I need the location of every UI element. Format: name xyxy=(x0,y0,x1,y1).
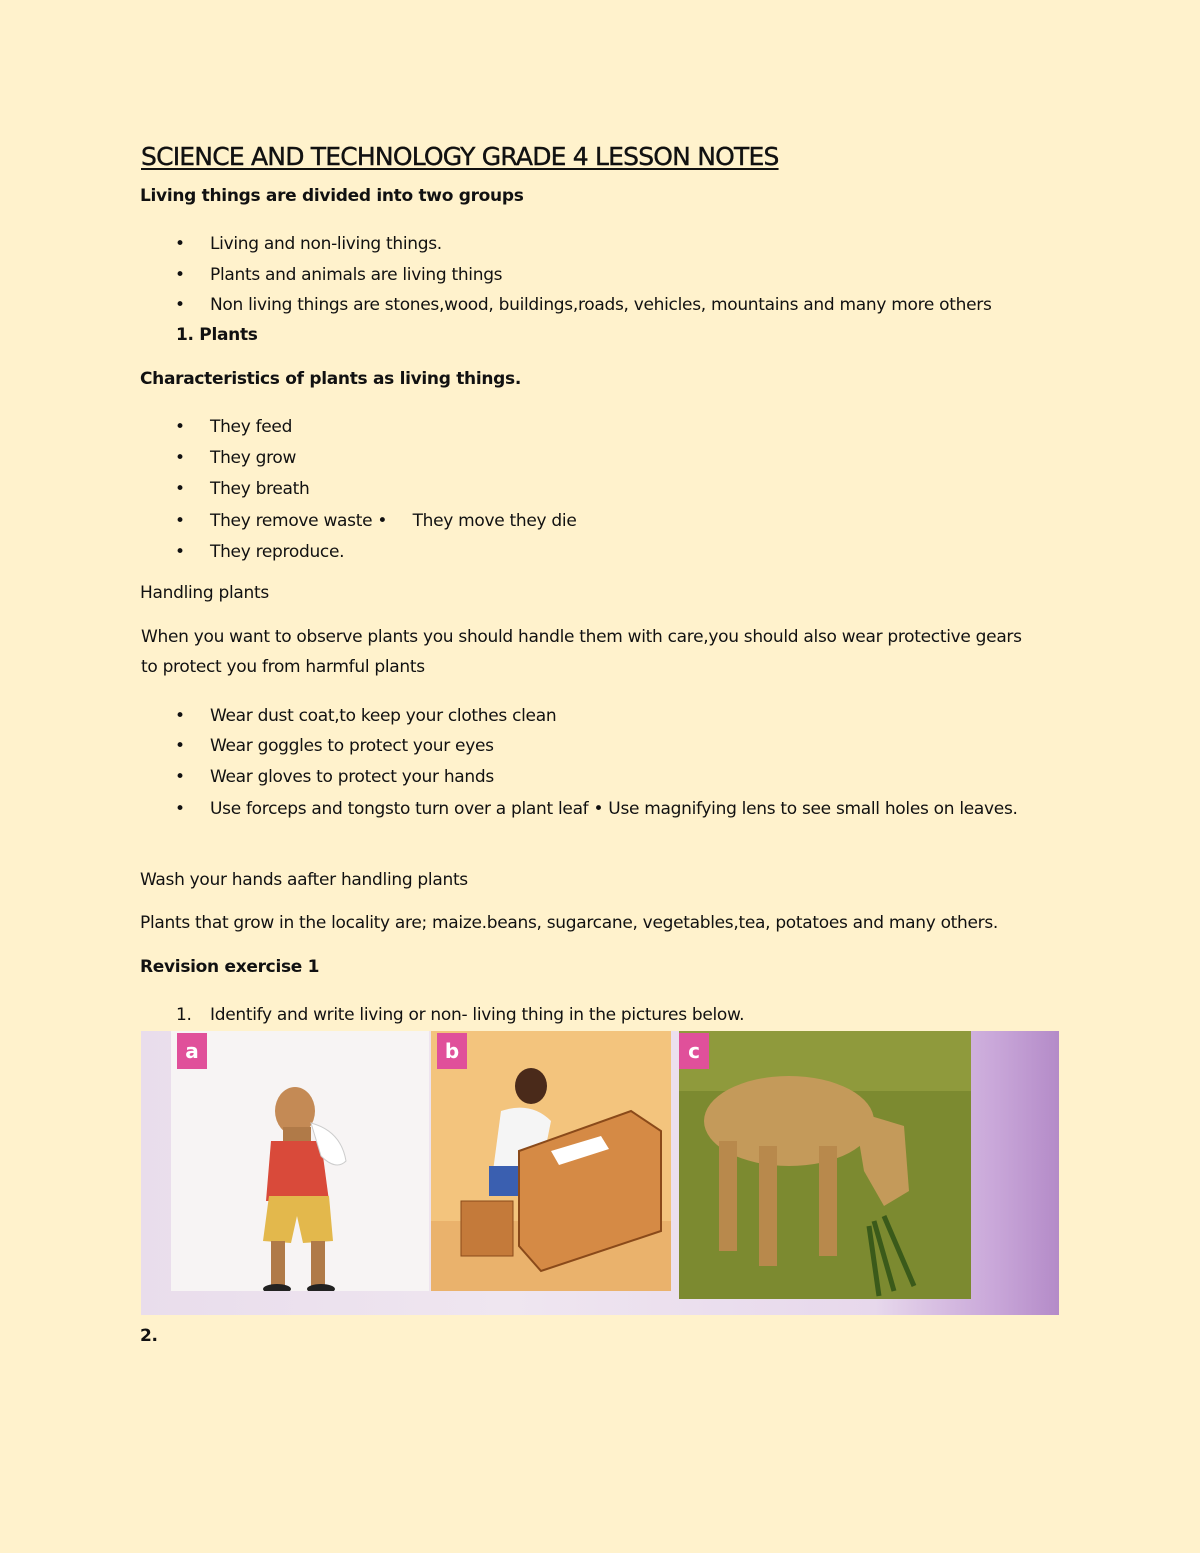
handling-heading: Handling plants xyxy=(140,583,269,603)
picture-a-boy xyxy=(171,1031,429,1291)
bullet-icon: • xyxy=(175,511,186,531)
question-text: Identify and write living or non- living thing in the pictures below. xyxy=(210,1005,745,1025)
wash-line: Wash your hands aafter handling plants xyxy=(140,870,468,890)
list-item: Use forceps and tongsto turn over a plant leaf • Use magnifying lens to see small holes on leaves. xyxy=(210,799,1018,819)
list-item: They feed xyxy=(210,417,293,437)
bullet-icon: • xyxy=(175,706,186,726)
exercise-figure xyxy=(141,1031,1059,1315)
revision-heading: Revision exercise 1 xyxy=(140,957,320,977)
list-item: They reproduce. xyxy=(210,542,345,562)
bullet-icon: • xyxy=(175,234,186,254)
list-item: They grow xyxy=(210,448,297,468)
cow-photo xyxy=(679,1031,971,1299)
list-item: They remove waste • They move they die xyxy=(210,511,577,531)
list-item: They breath xyxy=(210,479,310,499)
intro-text: Living things are divided into two groups xyxy=(140,186,524,206)
list-item: Wear goggles to protect your eyes xyxy=(210,736,494,756)
bullet-icon: • xyxy=(175,295,186,315)
list-item: Wear gloves to protect your hands xyxy=(210,767,494,787)
picture-c-cow xyxy=(679,1031,971,1299)
list-item: Living and non-living things. xyxy=(210,234,442,254)
bullet-icon: • xyxy=(175,265,186,285)
label-b: b xyxy=(437,1033,467,1069)
picture-b-desk xyxy=(431,1031,671,1291)
page-title: SCIENCE AND TECHNOLOGY GRADE 4 LESSON NOTES xyxy=(141,142,779,171)
label-c: c xyxy=(679,1033,709,1069)
bullet-icon: • xyxy=(175,799,186,819)
bullet-icon: • xyxy=(175,448,186,468)
bullet-icon: • xyxy=(175,767,186,787)
characteristics-heading: Characteristics of plants as living things. xyxy=(140,369,522,389)
question-2-number: 2. xyxy=(140,1326,158,1346)
bullet-icon: • xyxy=(175,479,186,499)
bullet-icon: • xyxy=(175,542,186,562)
label-a: a xyxy=(177,1033,207,1069)
question-number: 1. xyxy=(176,1005,192,1025)
boy-illustration xyxy=(171,1031,429,1291)
plants-heading: 1. Plants xyxy=(176,325,258,345)
bullet-icon: • xyxy=(175,736,186,756)
desk-illustration xyxy=(431,1031,671,1291)
handling-paragraph: When you want to observe plants you should handle them with care,you should also wear protective gears to protect you from harmful plants xyxy=(141,627,1022,677)
locality-line: Plants that grow in the locality are; maize.beans, sugarcane, vegetables,tea, potatoes and many others. xyxy=(140,913,999,933)
list-item: Wear dust coat,to keep your clothes clean xyxy=(210,706,557,726)
list-item: Plants and animals are living things xyxy=(210,265,503,285)
bullet-icon: • xyxy=(175,417,186,437)
list-item: Non living things are stones,wood, buildings,roads, vehicles, mountains and many more others xyxy=(210,295,992,315)
